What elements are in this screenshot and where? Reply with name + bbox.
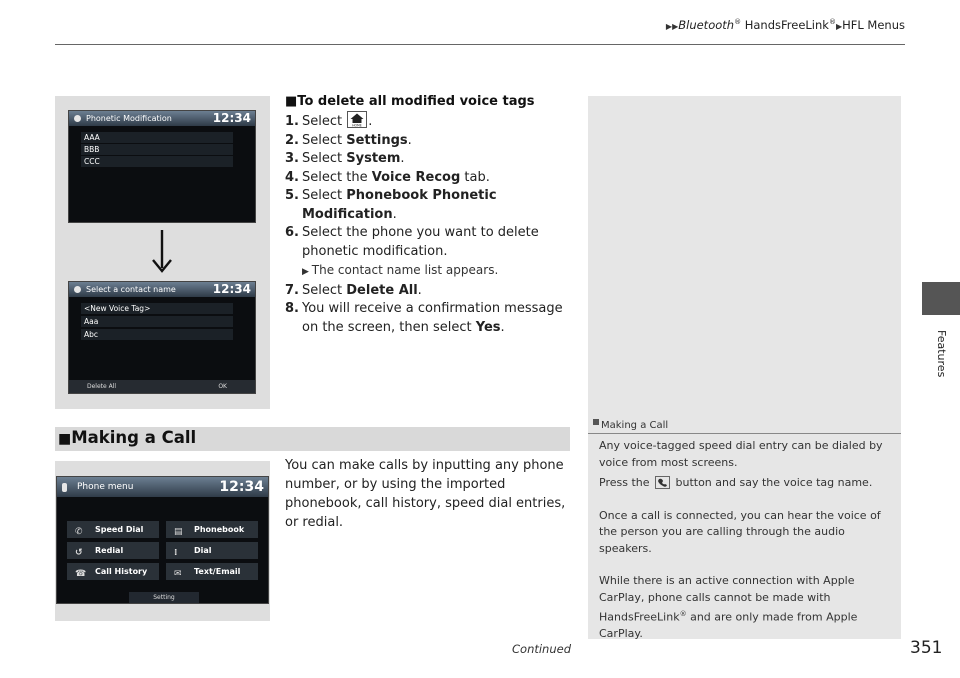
phone-icon	[62, 483, 67, 492]
delete-steps	[285, 113, 580, 337]
phone-menu-screen	[56, 476, 269, 604]
list-item: Aaa	[81, 316, 233, 327]
speed-dial-icon: ✆	[75, 527, 83, 537]
list-item: AAA	[81, 132, 233, 143]
screen-title: Phonetic Modification	[86, 114, 172, 123]
phonebook-icon: ▤	[174, 527, 183, 537]
screen-clock: 12:34	[219, 479, 264, 495]
breadcrumb-arrow-icon: ▶	[835, 22, 843, 31]
status-dot-icon	[74, 286, 81, 293]
screen-clock: 12:34	[212, 282, 251, 296]
bullet-square-icon: ■	[58, 431, 72, 447]
breadcrumb-arrow-icon: ▶▶	[665, 22, 679, 31]
note-paragraph: Any voice-tagged speed dial entry can be dialed by voice from most screens.	[599, 439, 883, 469]
registered-mark: ®	[734, 18, 742, 27]
list-item: CCC	[81, 156, 233, 167]
screen-clock: 12:34	[212, 111, 251, 125]
down-arrow-icon	[150, 228, 174, 274]
text-email-button: ✉ Text/Email	[166, 563, 258, 580]
step-2: 2. Select Settings.	[285, 132, 412, 148]
note-paragraph: Once a call is connected, you can hear the voice of the person you are calling through the audio speakers.	[599, 508, 881, 555]
home-icon	[347, 111, 367, 128]
note-paragraph: While there is an active connection with Apple CarPlay, phone calls cannot be made with HandsFreeLink® and are only made from Apple CarPlay.	[599, 574, 858, 641]
step-1: 1. Select HOME .	[285, 113, 580, 132]
chapter-label: Features	[935, 330, 948, 378]
result-arrow-icon: ▶	[302, 267, 312, 277]
step-3: 3. Select System.	[285, 151, 405, 166]
making-call-body: You can make calls by inputting any phone number, or by using the imported phonebook, call history, speed dial entries, or redial.	[285, 458, 566, 530]
status-dot-icon	[74, 115, 81, 122]
call-history-icon: ☎	[75, 569, 87, 579]
delete-heading: ■To delete all modified voice tags	[285, 94, 535, 109]
page-number: 351	[910, 638, 943, 658]
list-item: BBB	[81, 144, 233, 155]
screen-title: Phone menu	[77, 482, 134, 492]
running-header	[560, 18, 905, 32]
call-history-button: ☎ Call History	[67, 563, 159, 580]
list-item: Abc	[81, 329, 233, 340]
redial-icon: ↺	[75, 548, 83, 558]
keypad-icon: ⁞	[174, 548, 178, 558]
making-call-heading: ■Making a Call	[58, 428, 197, 447]
header-divider	[55, 44, 905, 45]
phonebook-button: ▤ Phonebook	[166, 521, 258, 538]
step-5: 5. Select Phonebook Phonetic Modification.	[285, 188, 497, 222]
ok-button: OK	[218, 383, 227, 390]
screen-bottom-bar	[69, 380, 255, 393]
step-6: 6. Select the phone you want to delete phonetic modification.	[285, 225, 539, 259]
redial-button: ↺ Redial	[67, 542, 159, 559]
header-hfl-menus: HFL Menus	[842, 18, 905, 32]
step-4: 4. Select the Voice Recog tab.	[285, 169, 490, 185]
speed-dial-button: ✆ Speed Dial	[67, 521, 159, 538]
registered-mark: ®	[828, 18, 836, 27]
delete-all-button: Delete All	[87, 383, 117, 390]
list-item: <New Voice Tag>	[81, 303, 233, 314]
note-title: Making a Call	[593, 420, 668, 431]
chapter-tab	[922, 282, 960, 315]
phonetic-modification-screen	[68, 110, 256, 223]
note-paragraph: Press the button and say the voice tag name.	[599, 476, 873, 489]
step-8: 8. You will receive a confirmation message on the screen, then select Yes.	[285, 301, 563, 335]
setting-button: Setting	[129, 592, 199, 603]
envelope-icon: ✉	[174, 569, 182, 579]
header-handsfreelink: HandsFreeLink	[741, 18, 829, 32]
continued-label: Continued	[512, 642, 572, 656]
note-body	[599, 438, 892, 647]
dial-button: ⁞ Dial	[166, 542, 258, 559]
select-contact-screen	[68, 281, 256, 394]
note-divider	[588, 433, 901, 434]
bullet-square-icon: ■	[285, 94, 298, 109]
note-square-icon	[593, 419, 599, 425]
step-7: 7. Select Delete All.	[285, 282, 422, 298]
svg-text:HOME: HOME	[352, 123, 363, 127]
step-6-result: ▶ The contact name list appears.	[302, 263, 499, 277]
header-bluetooth: Bluetooth	[678, 18, 735, 32]
talk-icon	[655, 476, 670, 489]
screen-title: Select a contact name	[86, 285, 176, 294]
